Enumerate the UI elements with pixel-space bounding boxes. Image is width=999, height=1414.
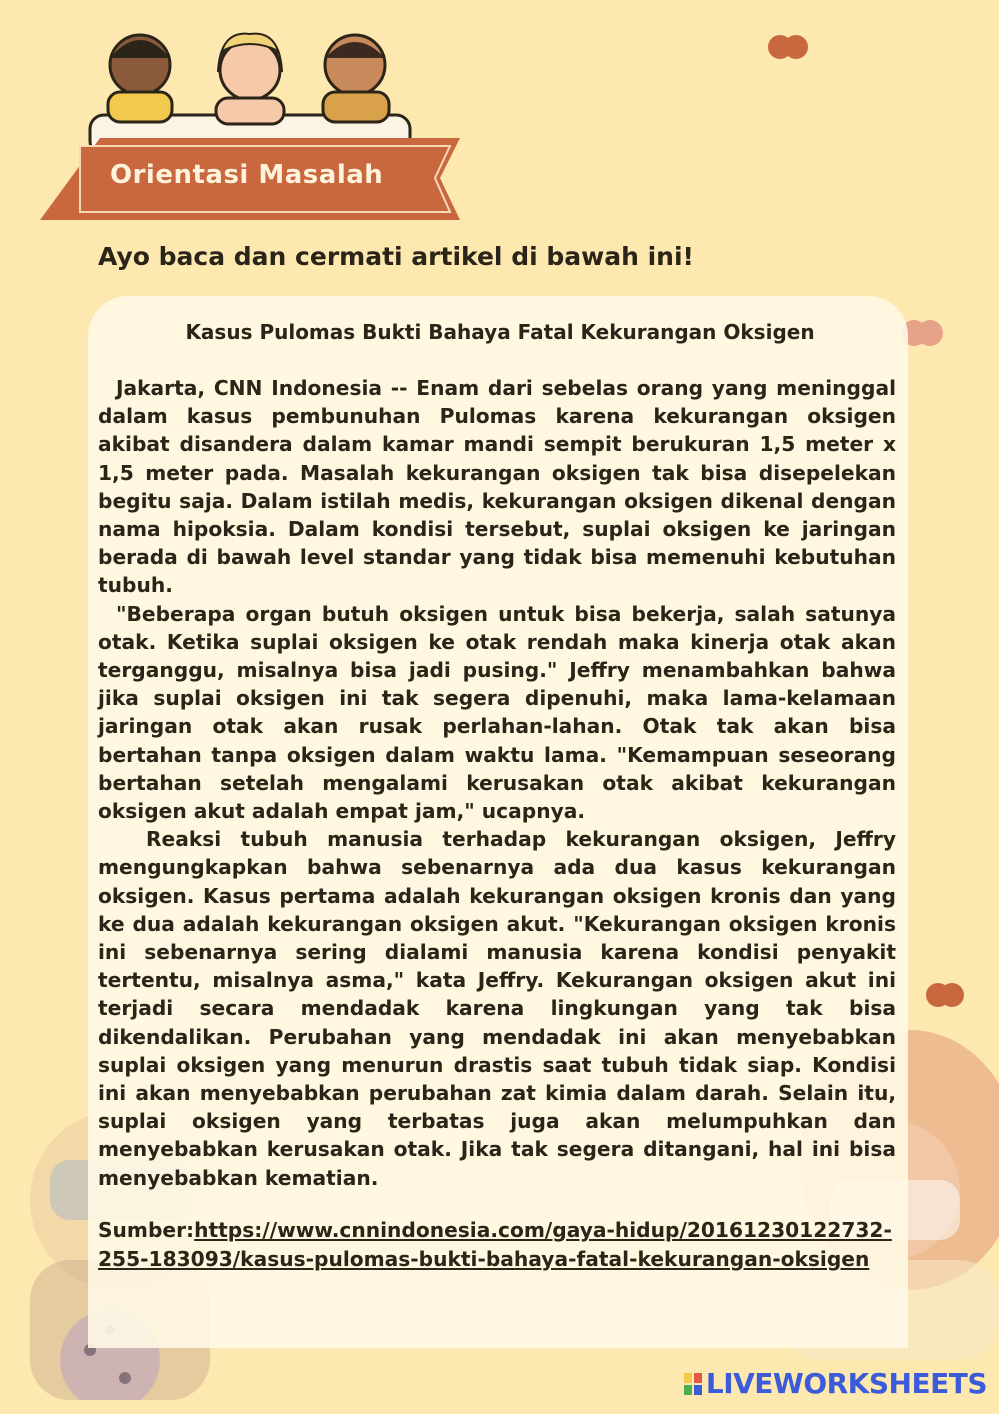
source-label: Sumber: <box>98 1218 195 1242</box>
decorative-dots-top-right <box>764 30 814 64</box>
article-title: Kasus Pulomas Bukti Bahaya Fatal Kekurangan Oksigen <box>185 320 815 344</box>
liveworksheets-logo-text: LIVEWORKSHEETS <box>705 1367 987 1400</box>
instruction-heading: Ayo baca dan cermati artikel di bawah ini! <box>98 242 694 271</box>
source-citation <box>98 1216 898 1274</box>
source-link[interactable]: https://www.cnnindonesia.com/gaya-hidup/20161230122732-255-183093/kasus-pulomas-bukti-bahaya-fatal-kekurangan-oksigen <box>98 1218 892 1271</box>
article-paragraph: "Beberapa organ butuh oksigen untuk bisa bekerja, salah satunya otak. Ketika suplai oksigen ke otak rendah maka kinerja otak akan terganggu, misalnya bisa jadi pusing." Jeffry menambahkan bahwa jika suplai oksigen ini tak segera dipenuhi, maka lama-kelamaan jaringan otak akan rusak perlahan-lahan. Otak tak akan bisa bertahan tanpa oksigen dalam waktu lama. "Kemampuan seseorang bertahan setelah mengalami kerusakan otak akibat kekurangan oksigen akut adalah empat jam," ucapnya. <box>98 601 896 824</box>
article-body <box>98 374 896 1192</box>
liveworksheets-logo[interactable] <box>684 1367 987 1400</box>
decorative-dots-right-lower <box>922 978 972 1012</box>
article-paragraph: Reaksi tubuh manusia terhadap kekurangan oksigen, Jeffry mengungkapkan bahwa sebenarnya ada dua kasus kekurangan oksigen. Kasus pertama adalah kekurangan oksigen kronis dan yang ke dua adalah kekurangan oksigen akut. "Kekurangan oksigen kronis ini sebenarnya sering dialami manusia karena kondisi penyakit tertentu, misalnya asma," kata Jeffry. Kekurangan oksigen akut ini terjadi secara mendadak karena lingkungan yang tak bisa dikendalikan. Perubahan yang mendadak ini akan menyebabkan suplai oksigen yang menurun drastis saat tubuh tidak siap. Kondisi ini akan menyebabkan perubahan zat kimia dalam darah. Selain itu, suplai oksigen yang terbatas juga akan melumpuhkan dan menyebabkan kerusakan otak. Jika tak segera ditangani, hal ini bisa menyebabkan kematian. <box>98 827 896 1190</box>
liveworksheets-logo-icon <box>684 1373 702 1395</box>
article-paragraph: Jakarta, CNN Indonesia -- Enam dari sebelas orang yang meninggal dalam kasus pembunuhan Pulomas karena kekurangan oksigen akibat disandera dalam kamar mandi sempit berukuran 1,5 meter x 1,5 meter pada. Masalah kekurangan oksigen tak bisa disepelekan begitu saja. Dalam istilah medis, kekurangan oksigen dikenal dengan nama hipoksia. Dalam kondisi tersebut, suplai oksigen ke jaringan berada di bawah level standar yang tidak bisa memenuhi kebutuhan tubuh. <box>98 376 896 598</box>
section-banner-label: Orientasi Masalah <box>110 160 384 190</box>
